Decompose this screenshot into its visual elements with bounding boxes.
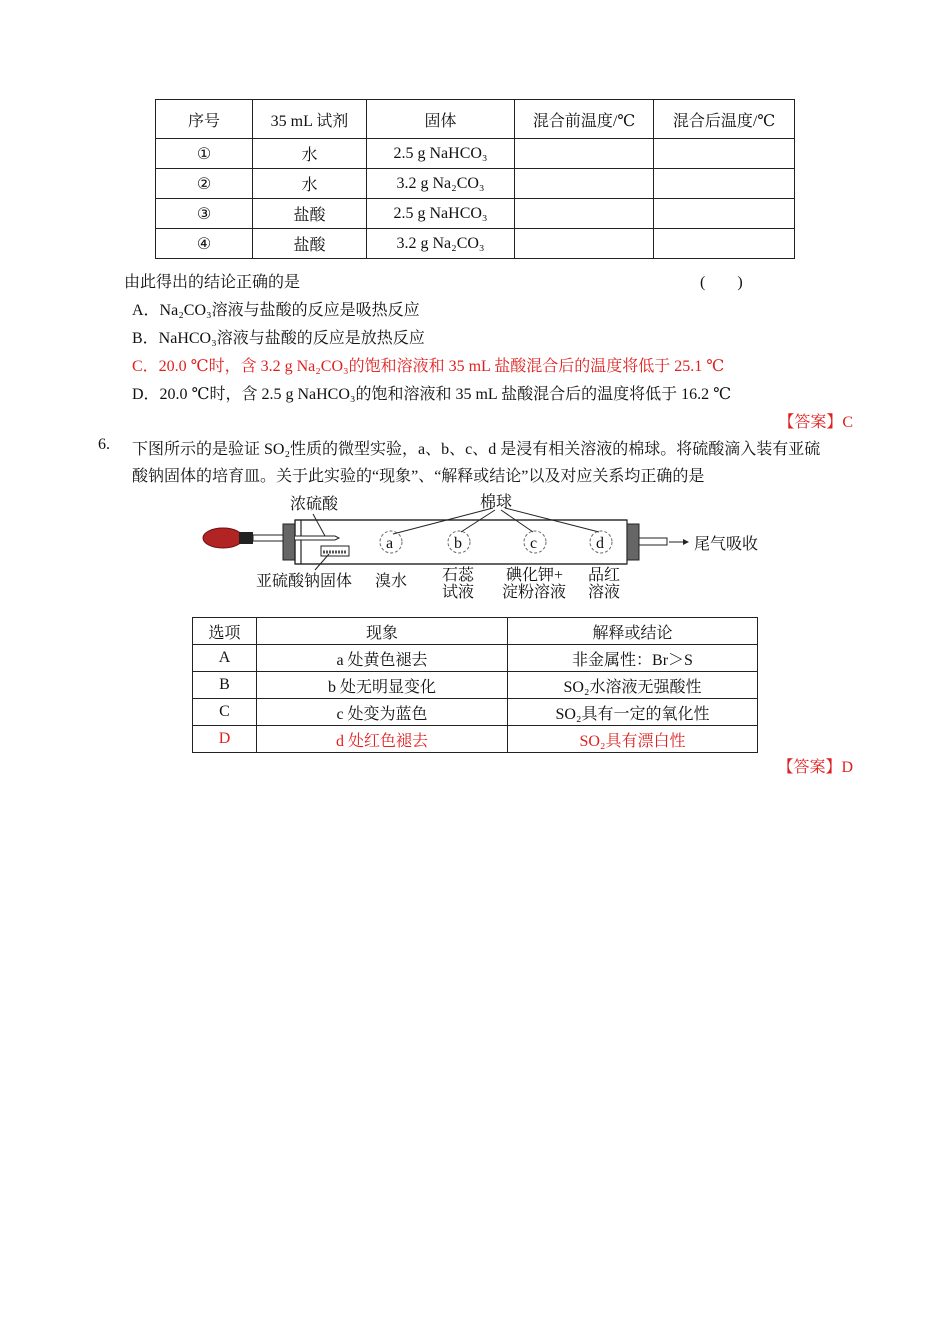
header-cell: 混合前温度/℃: [515, 100, 654, 139]
table-header-row: [193, 618, 758, 645]
row-temp-after: [654, 199, 795, 229]
row-solid: 3.2 g Na₂CO₃: [367, 169, 515, 199]
label-tail-gas: 尾气吸收: [694, 536, 759, 553]
header-cell: 35 mL 试剂: [253, 100, 367, 139]
table-row: [156, 169, 795, 199]
option-letter: B: [193, 672, 257, 699]
dropper-bulb-icon: [203, 528, 243, 548]
option-phenomenon: d 处红色褪去: [257, 726, 508, 753]
option-a: A．Na₂CO₃溶液与盐酸的反应是吸热反应: [132, 302, 420, 319]
row-number: ①: [156, 139, 253, 169]
right-stopper: [627, 524, 639, 560]
leader-line: [461, 510, 495, 532]
row-temp-before: [515, 199, 654, 229]
leader-line: [313, 514, 325, 536]
option-conclusion: SO₂具有一定的氧化性: [508, 699, 758, 726]
option-phenomenon: c 处变为蓝色: [257, 699, 508, 726]
table-row: [193, 645, 758, 672]
options-table: [192, 617, 758, 753]
row-solid: 2.5 g NaHCO₃: [367, 199, 515, 229]
row-number: ②: [156, 169, 253, 199]
answer-parentheses: ( ): [700, 274, 743, 291]
answer-label: 【答案】C: [778, 414, 853, 431]
row-number: ③: [156, 199, 253, 229]
table-row: [156, 199, 795, 229]
row-reagent: 盐酸: [253, 229, 367, 259]
solution-d-line1: 品红: [588, 567, 621, 584]
table-row: [193, 699, 758, 726]
option-phenomenon: a 处黄色褪去: [257, 645, 508, 672]
question-number: 6.: [98, 436, 110, 453]
ball-label-c: c: [530, 535, 538, 552]
outlet-tube: [639, 538, 667, 545]
table-header-row: [156, 100, 795, 139]
dropper-collar: [239, 532, 253, 544]
ball-label-d: d: [596, 535, 604, 552]
row-temp-before: [515, 169, 654, 199]
label-sodium-sulfite: 亚硫酸钠固体: [256, 573, 353, 590]
row-temp-before: [515, 139, 654, 169]
question-stem: 下图所示的是验证 SO₂性质的微型实验，a、b、c、d 是浸有相关溶液的棉球。将硫酸滴入装有亚硫: [132, 441, 821, 458]
answer-label: 【答案】D: [777, 759, 853, 776]
arrowhead-icon: [683, 539, 689, 545]
row-temp-after: [654, 169, 795, 199]
option-letter: D: [193, 726, 257, 753]
dropper-tip: [295, 536, 339, 540]
option-letter: C: [193, 699, 257, 726]
solution-d-line2: 溶液: [588, 584, 621, 601]
experiment-table: [155, 99, 795, 259]
option-letter: A: [193, 645, 257, 672]
table-row: [193, 672, 758, 699]
header-cell: 混合后温度/℃: [654, 100, 795, 139]
dropper-tube: [253, 535, 283, 541]
row-temp-after: [654, 139, 795, 169]
header-cell: 解释或结论: [508, 618, 758, 645]
row-reagent: 水: [253, 139, 367, 169]
table-row: [156, 139, 795, 169]
solution-a: 溴水: [375, 573, 408, 590]
row-reagent: 水: [253, 169, 367, 199]
header-cell: 固体: [367, 100, 515, 139]
leader-line: [501, 510, 533, 532]
solution-b-line1: 石蕊: [442, 567, 475, 584]
solution-c-line1: 碘化钾+: [506, 567, 564, 584]
label-concentrated-acid: 浓硫酸: [290, 496, 339, 513]
label-cotton-ball: 棉球: [480, 494, 513, 511]
solution-c-line2: 淀粉溶液: [502, 584, 567, 601]
ball-label-b: b: [454, 535, 462, 552]
header-cell: 现象: [257, 618, 508, 645]
option-conclusion: SO₂水溶液无强酸性: [508, 672, 758, 699]
solution-b-line2: 试液: [442, 584, 475, 601]
left-stopper: [283, 524, 295, 560]
option-c: C．20.0 ℃时，含 3.2 g Na₂CO₃的饱和溶液和 35 mL 盐酸混合后的温度将低于 25.1 ℃: [132, 358, 725, 375]
row-temp-before: [515, 229, 654, 259]
row-solid: 3.2 g Na₂CO₃: [367, 229, 515, 259]
ball-label-a: a: [386, 535, 394, 552]
question-stem: 由此得出的结论正确的是: [124, 274, 301, 291]
option-conclusion: 非金属性：Br＞S: [508, 645, 758, 672]
question-stem: 酸钠固体的培育皿。关于此实验的“现象”、“解释或结论”以及对应关系均正确的是: [132, 468, 705, 485]
row-temp-after: [654, 229, 795, 259]
row-reagent: 盐酸: [253, 199, 367, 229]
option-d: D．20.0 ℃时，含 2.5 g NaHCO₃的饱和溶液和 35 mL 盐酸混合后的温度将低于 16.2 ℃: [132, 386, 731, 403]
option-conclusion: SO₂具有漂白性: [508, 726, 758, 753]
option-phenomenon: b 处无明显变化: [257, 672, 508, 699]
row-number: ④: [156, 229, 253, 259]
table-row: [156, 229, 795, 259]
option-b: B．NaHCO₃溶液与盐酸的反应是放热反应: [132, 330, 425, 347]
table-row: [193, 726, 758, 753]
row-solid: 2.5 g NaHCO₃: [367, 139, 515, 169]
header-cell: 序号: [156, 100, 253, 139]
header-cell: 选项: [193, 618, 257, 645]
